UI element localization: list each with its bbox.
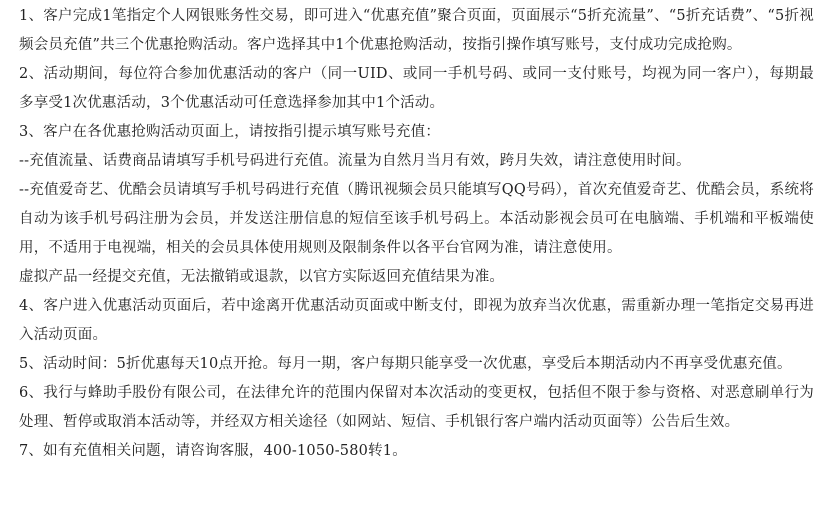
- rule-6-paragraph: 6、我行与蜂助手股份有限公司，在法律允许的范围内保留对本次活动的变更权，包括但不限于参与资格、对恶意刷单行为处理、暂停或取消本活动等，并经双方相关途径（如网站、短信、手机银行客户端内活动页面等）公告后生效。: [19, 385, 814, 430]
- rule-3-paragraph: 3、客户在各优惠抢购活动页面上，请按指引提示填写账号充值：: [19, 124, 441, 140]
- virtual-product-no-refund-note: 虚拟产品一经提交充值，无法撤销或退款，以官方实际返回充值结果为准。: [19, 269, 505, 285]
- rule-3-video-membership-note: --充值爱奇艺、优酷会员请填写手机号码进行充值（腾讯视频会员只能填写QQ号码），首次充值爱奇艺、优酷会员，系统将自动为该手机号码注册为会员，并发送注册信息的短信至该手机号码上。本活动影视会员可在电脑端、手机端和平板端使用，不适用于电视端，相关的会员具体使用规则及限制条件以各平台官网为准，请注意使用。: [19, 182, 814, 256]
- rule-4-paragraph: 4、客户进入优惠活动页面后，若中途离开优惠活动页面或中断支付，即视为放弃当次优惠，需重新办理一笔指定交易再进入活动页面。: [19, 298, 814, 343]
- rule-3-traffic-topup-note: --充值流量、话费商品请填写手机号码进行充值。流量为自然月当月有效，跨月失效，请注意使用时间。: [19, 153, 691, 169]
- rule-1-paragraph: 1、客户完成1笔指定个人网银账务性交易，即可进入“优惠充值”聚合页面，页面展示“5折充流量”、“5折充话费”、“5折视频会员充值”共三个优惠抢购活动。客户选择其中1个优惠抢购活动，按指引操作填写账号，支付成功完成抢购。: [19, 8, 814, 53]
- rule-2-paragraph: 2、活动期间，每位符合参加优惠活动的客户（同一UID、或同一手机号码、或同一支付账号，均视为同一客户），每期最多享受1次优惠活动，3个优惠活动可任意选择参加其中1个活动。: [19, 66, 814, 111]
- activity-rules-document: [19, 2, 814, 466]
- rule-7-customer-service-paragraph: 7、如有充值相关问题，请咨询客服，400-1050-580转1。: [19, 443, 407, 459]
- rule-5-paragraph: 5、活动时间：5折优惠每天10点开抢。每月一期，客户每期只能享受一次优惠，享受后本期活动内不再享受优惠充值。: [19, 356, 792, 372]
